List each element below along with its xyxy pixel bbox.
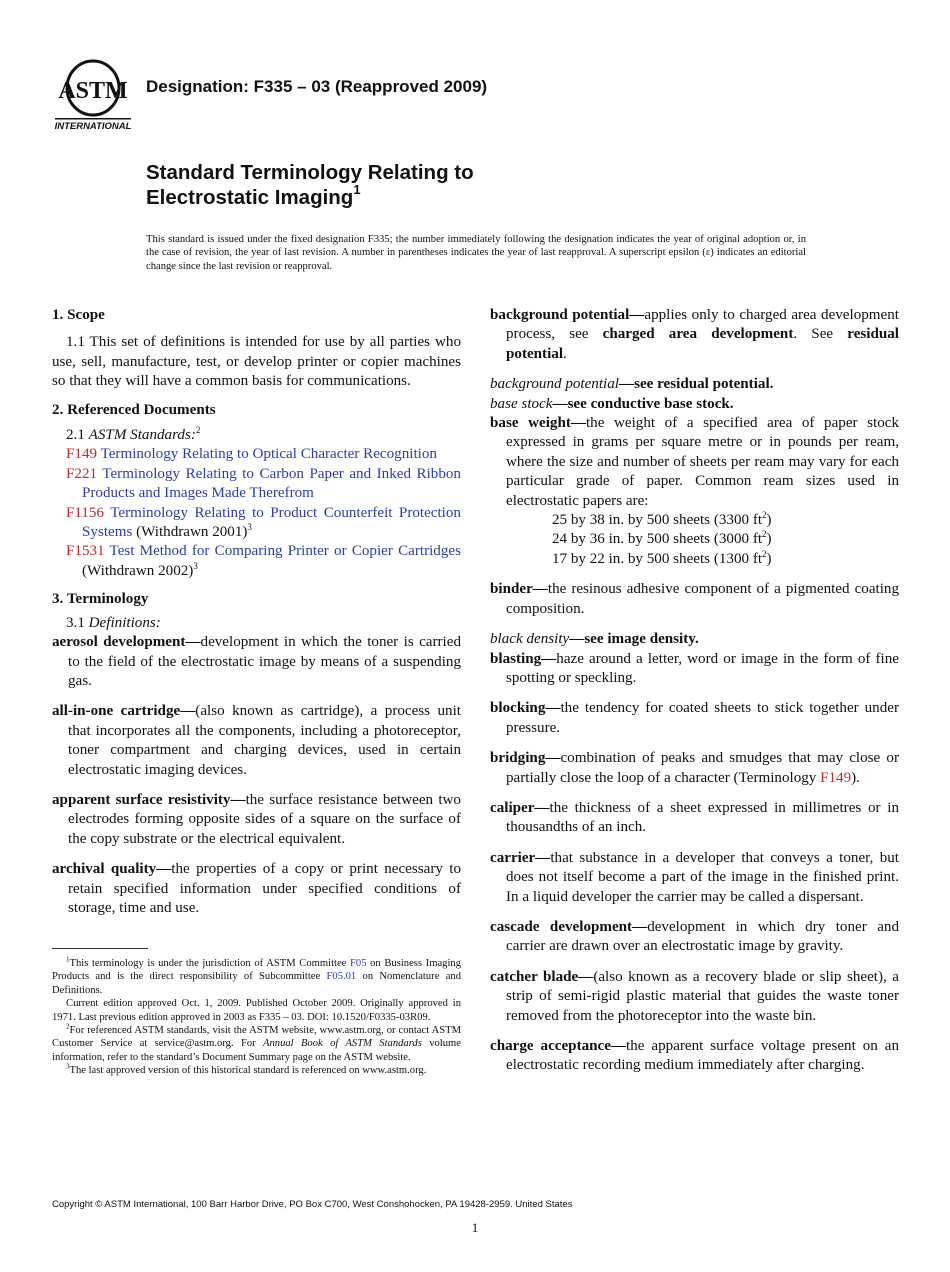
section-terminology-heading: 3. Terminology bbox=[52, 591, 149, 608]
scope-paragraph: 1.1 This set of definitions is intended for use by all parties who use, sell, manufacture, test, or develop printer or copier machines so that they will have a common basis for communications. bbox=[52, 334, 461, 390]
definition-entry: binder—the resinous adhesive component of a pigmented coating composition. bbox=[490, 581, 899, 617]
definition-entry: base weight—the weight of a specified area of paper stock expressed in grams per square metre or in pounds per ream, where the size and number of sheets per ream may vary for each particular grade of paper. Common ream sizes used in electrostatic papers are: bbox=[490, 415, 899, 509]
preamble: This standard is issued under the fixed designation F335; the number immediately following the designation indicates the year of original adoption or, in the case of revision, the year of last revision. A number in parentheses indicates the year of last reapproval. A superscript epsilon (ε) indicates an editorial change since the last revision or reapproval. bbox=[146, 234, 806, 272]
definition-entry: cascade development—development in which dry toner and carrier are drawn over an electrostatic image by gravity. bbox=[490, 918, 899, 955]
definition-entry: background potential—applies only to charged area development process, see charged area development. See residual potential. bbox=[490, 307, 899, 362]
definition-entry: carrier—that substance in a developer that conveys a toner, but does not itself become a part of the image in the finished print. In a liquid developer the carrier may be called a dispersant. bbox=[490, 849, 899, 905]
title-footnote-marker: 1 bbox=[353, 182, 361, 198]
astm-standards-subhead: 2.1 ASTM Standards:$^2$ bbox=[66, 425, 201, 444]
cross-reference: black density—see image density. bbox=[490, 631, 699, 648]
definition-entry: all-in-one cartridge—(also known as cartridge), a process unit that incorporates all the components, including a photoreceptor, toner compartment and charging devices, used in certain electrostatic imaging devices. bbox=[52, 703, 461, 778]
cross-reference: base stock—see conductive base stock. bbox=[490, 395, 734, 412]
footnote-1-edition: Current edition approved Oct. 1, 2009. Published October 2009. Originally approved in 1971. Last previous edition approved in 2003 as F335 – 03. DOI: 10.1520/F0335-03R09. bbox=[52, 998, 461, 1023]
ream-size: 17 by 22 in. by 500 sheets (1300 $ft^2$) bbox=[552, 548, 772, 567]
definition-entry: blocking—the tendency for coated sheets to stick together under pressure. bbox=[490, 700, 899, 736]
definition-entry: apparent surface resistivity—the surface resistance between two electrodes forming opposite sides of a square on the surface of the copy substrate or the electrical equivalent. bbox=[52, 791, 461, 847]
ref-item[interactable]: F221 Terminology Relating to Carbon Paper and Inked Ribbon Products and Images Made Therefrom bbox=[66, 465, 461, 502]
ref-item[interactable]: F1156 Terminology Relating to Product Counterfeit Protection Systems (Withdrawn 2001)$^3$ bbox=[66, 504, 461, 541]
definition-entry: caliper—the thickness of a sheet expressed in millimetres or in thousandths of an inch. bbox=[490, 799, 899, 836]
footnotes bbox=[52, 957, 461, 1078]
definition-entry: catcher blade—(also known as a recovery blade or slip sheet), a strip of semi-rigid plastic material that guides the waste toner removed from the photoreceptor into the waste bin. bbox=[490, 968, 899, 1024]
copyright-notice: Copyright © ASTM International, 100 Barr Harbor Drive, PO Box C700, West Conshohocken, PA 19428-2959. United States bbox=[52, 1199, 573, 1210]
definitions-subhead: 3.1 Definitions: bbox=[66, 614, 161, 631]
left-column bbox=[52, 306, 461, 918]
footnote-divider bbox=[52, 948, 148, 949]
ream-size: 25 by 38 in. by 500 sheets (3300 $ft^2$) bbox=[552, 510, 772, 529]
svg-text:ASTM: ASTM bbox=[58, 78, 128, 104]
astm-logo bbox=[52, 58, 134, 132]
section-refdocs-heading: 2. Referenced Documents bbox=[52, 401, 216, 418]
ref-item[interactable]: F149 Terminology Relating to Optical Character Recognition bbox=[66, 446, 437, 463]
definition-entry: blasting—haze around a letter, word or image in the form of fine spotting or speckling. bbox=[490, 650, 899, 686]
ref-item[interactable]: F1531 Test Method for Comparing Printer or Copier Cartridges (Withdrawn 2002)$^3$ bbox=[66, 543, 461, 579]
title-line-2: Electrostatic Imaging$^1$ bbox=[146, 182, 361, 209]
definition-entry: archival quality—the properties of a copy or print necessary to retain specified information under specified conditions of storage, time and use. bbox=[52, 861, 461, 916]
right-column bbox=[490, 306, 899, 1076]
document-title bbox=[146, 160, 474, 210]
definition-entry: bridging—combination of peaks and smudges that may close or partially close the loop of a character (Terminology F149). bbox=[490, 750, 899, 786]
definition-entry: aerosol development—development in which the toner is carried to the field of the electrostatic image by means of a suspending gas. bbox=[52, 634, 461, 689]
definition-entry: charge acceptance—the apparent surface voltage present on an electrostatic recording medium immediately after charging. bbox=[490, 1038, 899, 1074]
ream-size: 24 by 36 in. by 500 sheets (3000 $ft^2$) bbox=[552, 529, 772, 548]
section-scope-heading: 1. Scope bbox=[52, 307, 105, 323]
footnote-3: $^3$The last approved version of this historical standard is referenced on www.astm.org. bbox=[66, 1062, 427, 1077]
designation: Designation: F335 – 03 (Reapproved 2009) bbox=[146, 77, 488, 96]
footnote-2: $^2$For referenced ASTM standards, visit the ASTM website, www.astm.org, or contact ASTM Customer Service at service@astm.org. For Annual Book of ASTM Standards volume information, refer to the standard’s Document Summary page on the ASTM website. bbox=[52, 1022, 461, 1063]
footnote-1: $^1$This terminology is under the jurisdiction of ASTM Committee F05 on Business Imaging Products and is the direct responsibility of Subcommittee F05.01 on Nomenclature and Definitions. bbox=[52, 955, 461, 996]
cross-reference: background potential—see residual potential. bbox=[490, 376, 774, 393]
title-line-1: Standard Terminology Relating to bbox=[146, 161, 474, 184]
svg-text:INTERNATIONAL: INTERNATIONAL bbox=[54, 121, 132, 132]
page-number: 1 bbox=[471, 1220, 479, 1235]
